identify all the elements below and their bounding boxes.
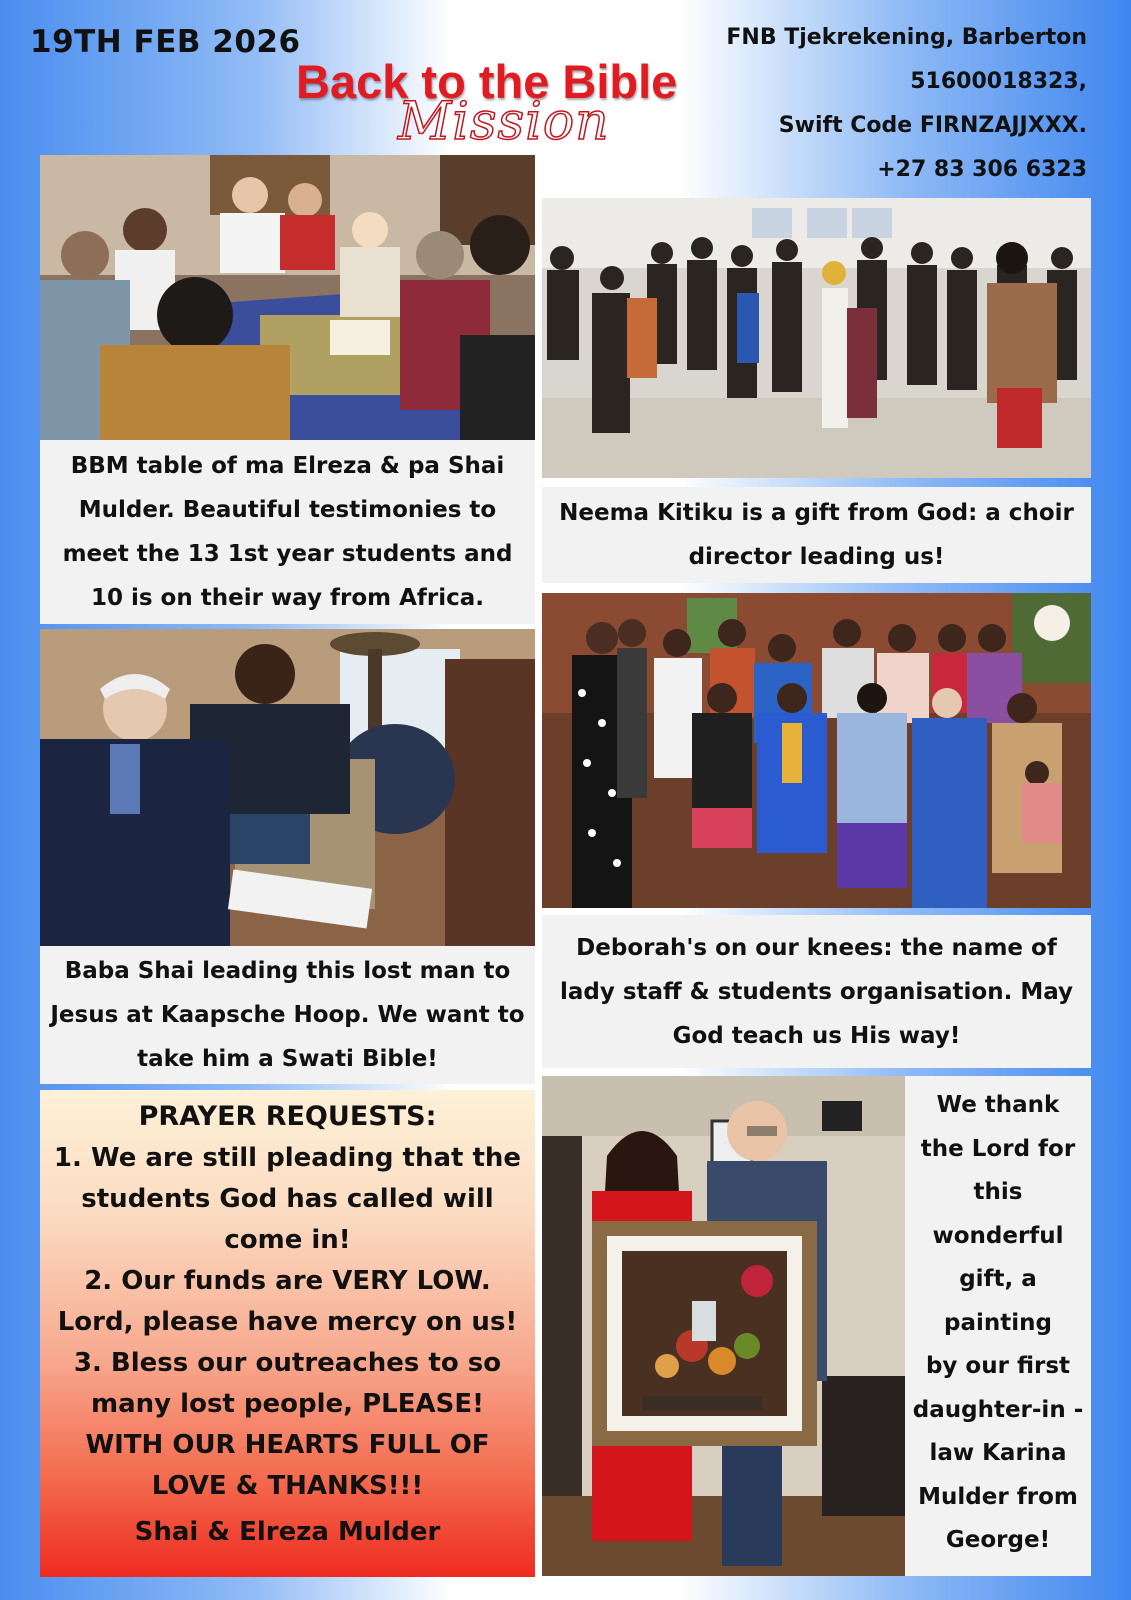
- thanks-line: wonderful: [932, 1222, 1064, 1249]
- prayer-item-2: 2. Our funds are VERY LOW. Lord, please have mercy on us!: [57, 1266, 518, 1337]
- thanks-note: [905, 1076, 1091, 1576]
- thanks-line: painting: [944, 1309, 1052, 1336]
- caption-choir-text: Neema Kitiku is a gift from God: a choir director leading us!: [559, 500, 1074, 570]
- caption-table-meeting: [40, 440, 535, 624]
- bank-details: [726, 16, 1087, 192]
- thanks-line: daughter-in -: [912, 1396, 1084, 1423]
- prayer-signature: Shai & Elreza Mulder: [134, 1517, 441, 1547]
- prayer-closing: WITH OUR HEARTS FULL OF LOVE & THANKS!!!: [85, 1430, 490, 1501]
- prayer-item-1: 1. We are still pleading that the students God has called will come in!: [53, 1143, 522, 1255]
- photo-choir: [542, 198, 1091, 478]
- bank-line-account-type: FNB Tjekrekening, Barberton: [726, 25, 1087, 50]
- logo-title: Back to the Bible: [296, 55, 678, 108]
- thanks-line: gift, a: [959, 1266, 1037, 1292]
- photo-deborahs-group: [542, 593, 1091, 908]
- prayer-item-3: 3. Bless our outreaches to so many lost people, PLEASE!: [73, 1348, 502, 1419]
- prayer-requests-box: [40, 1090, 535, 1577]
- prayer-title: PRAYER REQUESTS:: [138, 1101, 437, 1132]
- mission-logo: [290, 52, 780, 152]
- thanks-line: the Lord for: [920, 1135, 1076, 1162]
- thanks-line: Mulder from: [918, 1483, 1078, 1510]
- thanks-line: law Karina: [929, 1440, 1067, 1466]
- caption-deborahs-text: Deborah's on our knees: the name of lady staff & students organisation. May God teach us His way!: [559, 934, 1074, 1049]
- caption-baba-text: Baba Shai leading this lost man to Jesus at Kaapsche Hoop. We want to take him a Swati Bible!: [50, 958, 525, 1072]
- caption-table-text: BBM table of ma Elreza & pa Shai Mulder. Beautiful testimonies to meet the 13 1st year students and 10 is on their way from Africa.: [62, 453, 513, 611]
- thanks-line: by our first: [925, 1353, 1071, 1379]
- bank-line-phone: +27 83 306 6323: [877, 157, 1087, 182]
- bank-line-swift: Swift Code FIRNZAJJXXX.: [778, 113, 1087, 138]
- issue-date: 19TH FEB 2026: [30, 24, 301, 60]
- thanks-line: We thank: [936, 1092, 1060, 1118]
- photo-painting-gift: [542, 1076, 905, 1576]
- caption-deborahs: [542, 915, 1091, 1068]
- thanks-line: George!: [945, 1527, 1051, 1553]
- bank-line-account-number: 51600018323,: [910, 69, 1087, 94]
- caption-baba-shai: [40, 946, 535, 1084]
- logo-subtitle: Mission: [398, 92, 610, 152]
- photo-baba-shai: [40, 629, 535, 946]
- caption-choir: [542, 487, 1091, 583]
- photo-table-meeting: [40, 155, 535, 440]
- thanks-line: this: [973, 1179, 1023, 1205]
